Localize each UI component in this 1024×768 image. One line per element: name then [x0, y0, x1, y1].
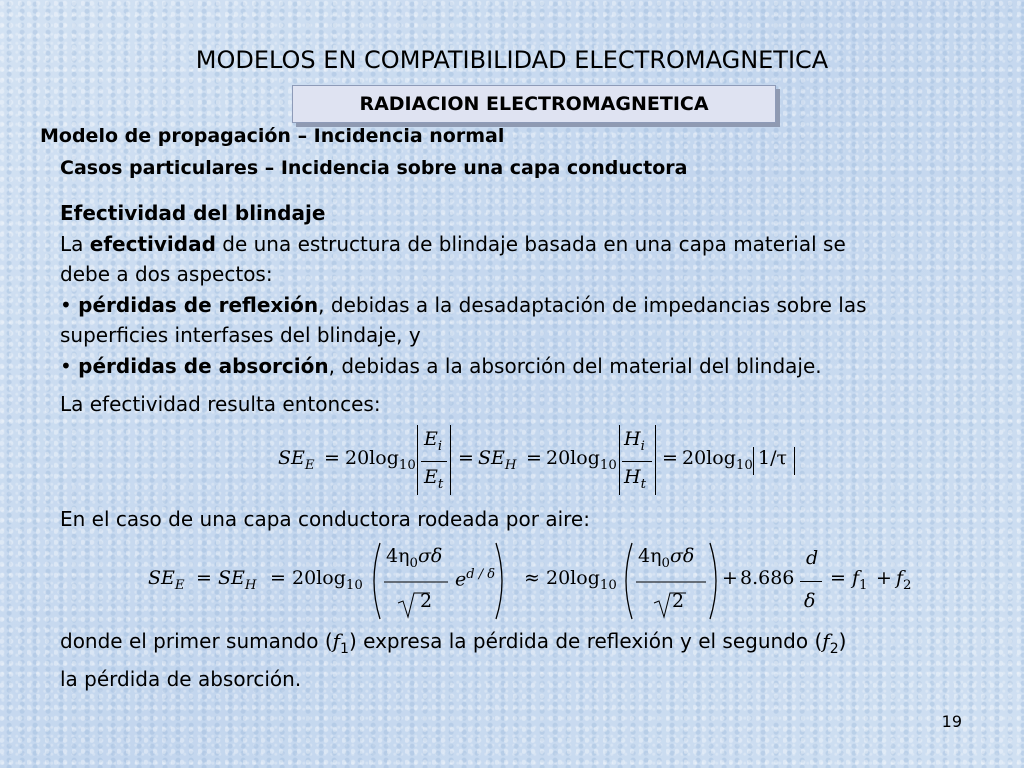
eq1-ei: $E_i$	[424, 428, 443, 454]
eq2-coef: 8.686	[740, 567, 795, 589]
slide-title: MODELOS EN COMPATIBILIDAD ELECTROMAGNETICA	[195, 46, 829, 74]
eq2-paren-group-2	[620, 541, 720, 621]
conclusion-text	[60, 626, 990, 694]
eq1-log-2: $20\log_{10}$	[546, 447, 617, 473]
bullet-dot: •	[60, 353, 79, 378]
eq2-frac-num: d	[806, 547, 819, 569]
eq1-frac-bar-1	[421, 461, 447, 462]
heading-model: Modelo de propagación – Incidencia normal	[40, 125, 505, 147]
eq2-denominator-2: 2	[672, 590, 685, 612]
eq1-log-1: $20\log_{10}$	[345, 447, 416, 473]
eq1-abs-left-2	[619, 425, 620, 495]
conclusion-line-2: la pérdida de absorción.	[60, 667, 302, 691]
eq2-approx: ≈	[524, 567, 540, 589]
bullet-absorption	[60, 351, 990, 382]
intro-post: de una estructura de blindaje basada en una capa material se	[215, 231, 846, 256]
eq1-equals-4: =	[662, 447, 678, 469]
eq2-se-e: $SE_E$	[148, 567, 185, 593]
heading-cases: Casos particulares – Incidencia sobre una capa conductora	[60, 157, 688, 179]
eq2-numerator-2: $4\eta_0\sigma\delta$	[638, 545, 695, 571]
eq1-equals-1: =	[324, 447, 340, 469]
intro-pre: La	[60, 231, 90, 256]
eq2-log-2: $20\log_{10}$	[546, 567, 617, 593]
eq2-log-1: $20\log_{10}$	[292, 567, 363, 593]
section-badge: RADIACION ELECTROMAGNETICA	[292, 85, 776, 123]
bullet-dot: •	[60, 292, 79, 317]
eq2-numerator-1: $4\eta_0\sigma\delta$	[386, 545, 443, 571]
eq2-f1: $f_1$	[852, 567, 868, 593]
eq1-ht: $H_t$	[624, 466, 646, 492]
result-intro: La efectividad resulta entonces:	[60, 392, 381, 416]
body-text	[60, 198, 990, 420]
intro-bold: efectividad	[89, 231, 216, 256]
eq1-abs-right-1	[450, 425, 451, 495]
conductor-intro: En el caso de una capa conductora rodeada por aire:	[60, 507, 590, 531]
eq2-plus-1: +	[722, 567, 738, 589]
eq2-denominator-1: 2	[420, 590, 433, 612]
eq1-abs-right-3	[794, 447, 795, 475]
eq2-equals-1: =	[196, 567, 212, 589]
eq1-inv-tau: 1/τ	[758, 447, 788, 469]
conclusion-line-1: donde el primer sumando $(f_1)$ expresa la pérdida de reflexión y el segundo $(f_2)$	[60, 629, 847, 657]
bullet2-bold: pérdidas de absorción	[78, 353, 329, 378]
eq1-abs-right-2	[655, 425, 656, 495]
eq1-frac-bar-2	[622, 461, 652, 462]
eq2-equals-2: =	[270, 567, 286, 589]
eq2-exp: $e^{d / \delta}$	[455, 567, 496, 591]
eq2-paren-group-1	[368, 541, 508, 621]
eq2-f2: $f_2$	[896, 567, 912, 593]
bullet2-post: , debidas a la absorción del material del blindaje.	[328, 353, 822, 378]
eq2-frac-bar	[800, 581, 822, 582]
bullet1-post: , debidas a la desadaptación de impedancias sobre las	[318, 292, 867, 317]
eq1-equals-2: =	[458, 447, 474, 469]
bullet1-bold: pérdidas de reflexión	[78, 292, 319, 317]
intro-line-1	[60, 229, 990, 260]
eq2-se-h: $SE_H$	[218, 567, 257, 593]
eq2-equals-3: =	[830, 567, 846, 589]
eq1-hi: $H_i$	[624, 428, 645, 454]
eq1-abs-left-3	[753, 447, 754, 475]
eq1-abs-left-1	[417, 425, 418, 495]
section-title: Efectividad del blindaje	[60, 201, 326, 225]
page-number: 19	[941, 712, 962, 731]
eq1-et: $E_t$	[424, 466, 444, 492]
eq1-equals-3: =	[526, 447, 542, 469]
eq2-frac-den: δ	[804, 590, 816, 612]
eq2-plus-2: +	[876, 567, 892, 589]
bullet-reflection-line-2: superficies interfases del blindaje, y	[60, 323, 421, 347]
eq1-se-e: $SE_E$	[278, 447, 315, 473]
eq1-log-3: $20\log_{10}$	[682, 447, 753, 473]
bullet-reflection	[60, 290, 990, 321]
eq1-se-h: $SE_H$	[478, 447, 517, 473]
intro-line-2: debe a dos aspectos:	[60, 262, 273, 286]
